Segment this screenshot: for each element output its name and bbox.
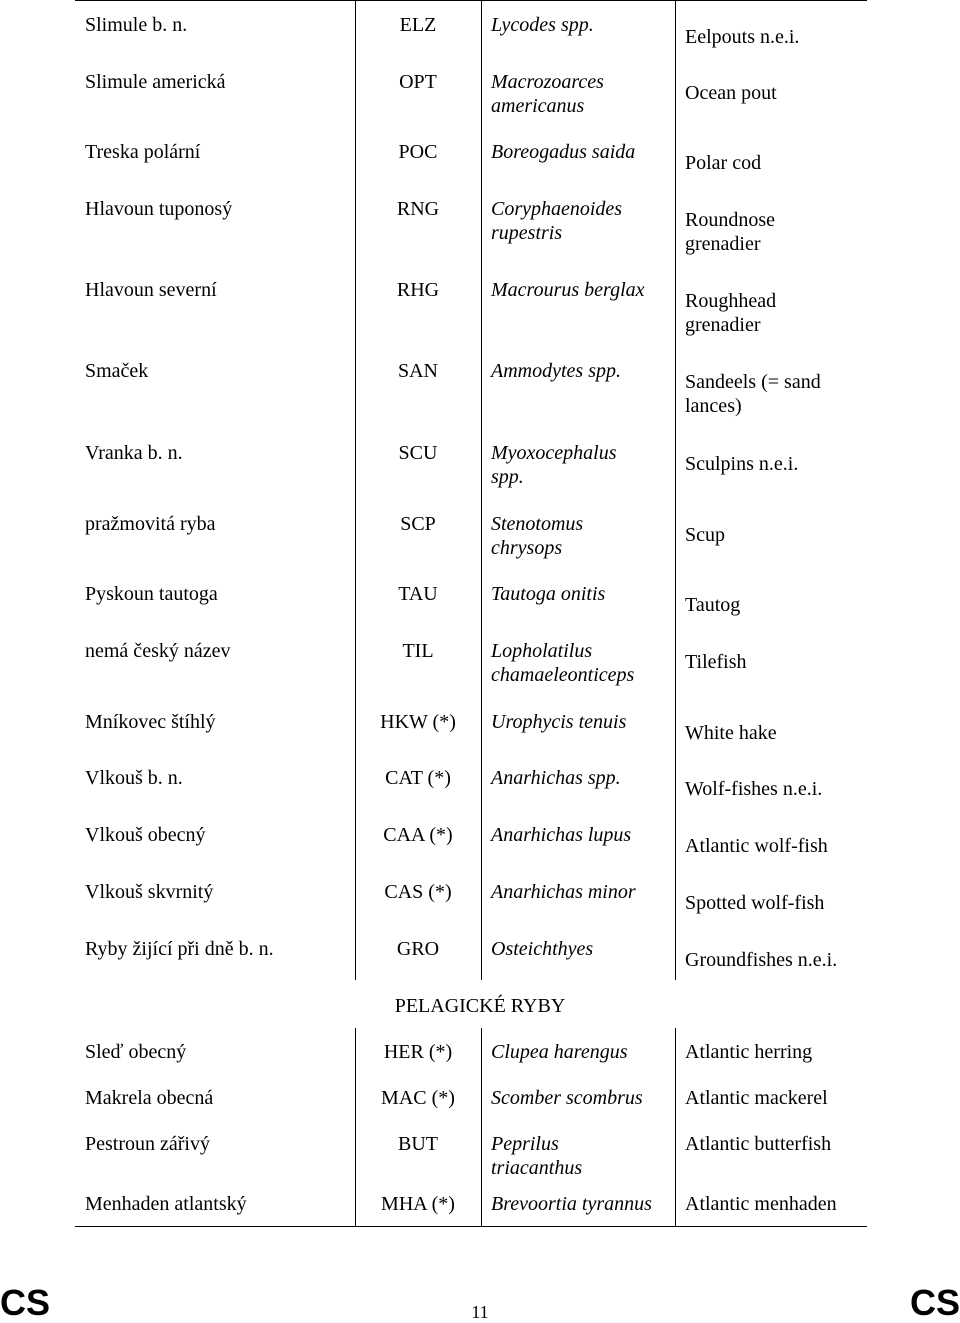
latin-name: Peprilus triacanthus (491, 1133, 583, 1179)
species-code: POC (398, 141, 438, 163)
english-name: Sandeels (= sand lances) (685, 371, 821, 417)
table-top-border (75, 0, 867, 1)
czech-name: Slimule americká (85, 71, 226, 93)
latin-name: Macrozoarces americanus (491, 71, 604, 117)
english-name: Atlantic wolf-fish (685, 835, 828, 857)
column-divider (481, 1028, 482, 1226)
czech-name: Makrela obecná (85, 1087, 214, 1109)
english-name: Scup (685, 524, 725, 546)
species-code: MAC (*) (381, 1087, 455, 1109)
english-name: White hake (685, 722, 777, 744)
species-code: CAS (*) (384, 881, 452, 903)
latin-name: Brevoortia tyrannus (491, 1193, 652, 1215)
english-name: Roundnose grenadier (685, 209, 775, 255)
english-name: Atlantic butterfish (685, 1133, 832, 1155)
species-code: OPT (399, 71, 437, 93)
column-divider (355, 1028, 356, 1226)
czech-name: Vranka b. n. (85, 442, 183, 464)
english-name: Roughhead grenadier (685, 290, 777, 336)
english-name: Spotted wolf-fish (685, 892, 825, 914)
species-code: TIL (402, 640, 434, 662)
species-code: SAN (397, 360, 438, 382)
czech-name: Ryby žijící při dně b. n. (85, 938, 274, 960)
czech-name: Hlavoun severní (85, 279, 217, 301)
latin-name: Boreogadus saida (491, 141, 636, 163)
latin-name: Myoxocephalus spp. (491, 442, 617, 488)
english-name: Ocean pout (685, 82, 777, 104)
english-name: Eelpouts n.e.i. (685, 26, 800, 48)
latin-name: Macrourus berglax (491, 279, 645, 301)
czech-name: Mníkovec štíhlý (85, 711, 216, 733)
czech-name: Pyskoun tautoga (85, 583, 218, 605)
english-name: Wolf-fishes n.e.i. (685, 778, 823, 800)
footer-language-label-left: CS (0, 1282, 51, 1323)
table-bottom-border (75, 1226, 867, 1227)
column-divider (355, 0, 356, 980)
latin-name: Stenotomus chrysops (491, 513, 584, 559)
czech-name: Slimule b. n. (85, 14, 188, 36)
species-code: HER (*) (383, 1041, 453, 1063)
page-number: 11 (471, 1302, 489, 1322)
english-name: Groundfishes n.e.i. (685, 949, 838, 971)
species-code: HKW (*) (380, 711, 456, 733)
czech-name: pražmovitá ryba (85, 513, 216, 535)
latin-name: Anarhichas spp. (491, 767, 621, 789)
species-code: BUT (398, 1133, 438, 1155)
czech-name: Vlkouš skvrnitý (85, 881, 214, 903)
english-name: Atlantic herring (685, 1041, 813, 1063)
species-code: MHA (*) (381, 1193, 455, 1215)
czech-name: Pestroun zářivý (85, 1133, 210, 1155)
english-name: Sculpins n.e.i. (685, 453, 799, 475)
czech-name: nemá český název (85, 640, 231, 662)
latin-name: Lycodes spp. (491, 14, 594, 36)
czech-name: Vlkouš b. n. (85, 767, 183, 789)
latin-name: Lopholatilus chamaeleonticeps (491, 640, 635, 686)
species-code: CAT (*) (385, 767, 451, 789)
latin-name: Scomber scombrus (491, 1087, 643, 1109)
czech-name: Smaček (85, 360, 149, 382)
english-name: Tautog (685, 594, 741, 616)
species-code: RNG (396, 198, 440, 220)
species-code: SCP (400, 513, 436, 535)
latin-name: Anarhichas lupus (491, 824, 632, 846)
czech-name: Sleď obecný (85, 1041, 187, 1063)
czech-name: Vlkouš obecný (85, 824, 206, 846)
section-heading-pelagic: PELAGICKÉ RYBY (394, 995, 566, 1017)
english-name: Tilefish (685, 651, 747, 673)
czech-name: Hlavoun tuponosý (85, 198, 233, 220)
species-code: TAU (398, 583, 438, 605)
english-name: Atlantic menhaden (685, 1193, 837, 1215)
footer-language-label-right: CS (909, 1282, 960, 1323)
latin-name: Coryphaenoides rupestris (491, 198, 623, 244)
species-code: CAA (*) (383, 824, 453, 846)
latin-name: Anarhichas minor (491, 881, 636, 903)
czech-name: Treska polární (85, 141, 201, 163)
species-code: GRO (396, 938, 440, 960)
latin-name: Urophycis tenuis (491, 711, 627, 733)
english-name: Atlantic mackerel (685, 1087, 828, 1109)
species-code: RHG (396, 279, 440, 301)
latin-name: Clupea harengus (491, 1041, 628, 1063)
species-code: ELZ (399, 14, 437, 36)
column-divider (481, 0, 482, 980)
latin-name: Ammodytes spp. (491, 360, 621, 382)
species-code: SCU (398, 442, 438, 464)
latin-name: Osteichthyes (491, 938, 594, 960)
english-name: Polar cod (685, 152, 762, 174)
latin-name: Tautoga onitis (491, 583, 606, 605)
czech-name: Menhaden atlantský (85, 1193, 247, 1215)
